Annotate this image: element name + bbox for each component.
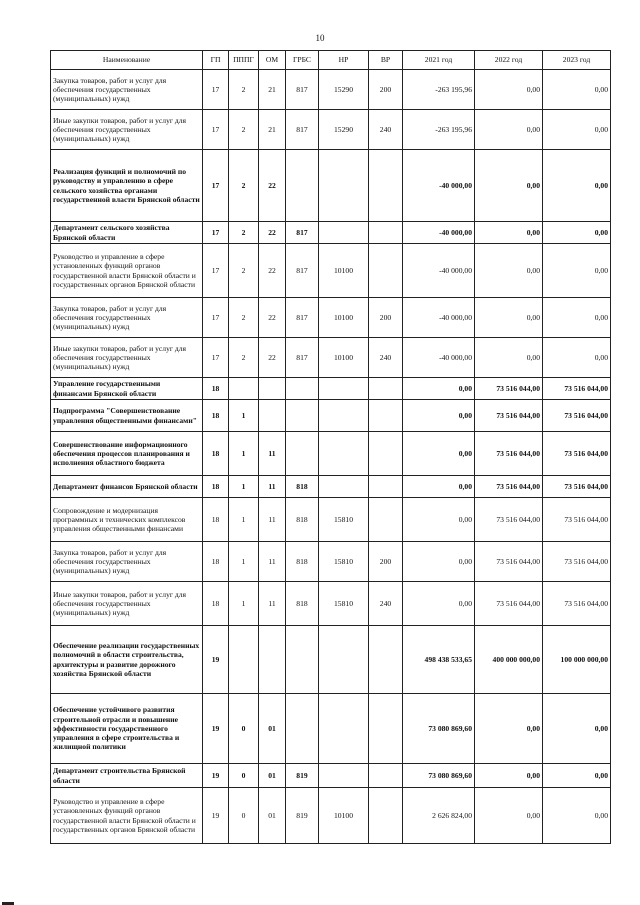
table-row (51, 788, 611, 844)
cell-grbs (286, 626, 319, 694)
cell-name: Подпрограмма "Совершенствование управления общественными финансами" (51, 400, 203, 432)
cell-2021: -40 000,00 (403, 150, 475, 222)
cell-grbs: 817 (286, 110, 319, 150)
table-row (51, 498, 611, 542)
cell-2022: 0,00 (475, 150, 543, 222)
table-body (51, 70, 611, 844)
header-pppg: ПППГ (229, 51, 259, 70)
cell-om: 21 (259, 70, 286, 110)
cell-gp: 18 (203, 400, 229, 432)
cell-pppg: 2 (229, 222, 259, 244)
cell-name: Департамент строительства Брянской области (51, 764, 203, 788)
cell-name: Обеспечение устойчивого развития строительной отрасли и повышение эффективности государственного управления в сфере строительства и жилищной политики (51, 694, 203, 764)
header-grbs: ГРБС (286, 51, 319, 70)
cell-grbs: 817 (286, 298, 319, 338)
cell-2021: 498 438 533,65 (403, 626, 475, 694)
cell-2022: 0,00 (475, 764, 543, 788)
cell-grbs: 817 (286, 244, 319, 298)
cell-2021: 0,00 (403, 400, 475, 432)
cell-nr: 10100 (319, 338, 369, 378)
table-row (51, 694, 611, 764)
cell-om (259, 400, 286, 432)
header-gp: ГП (203, 51, 229, 70)
cell-gp: 19 (203, 788, 229, 844)
cell-2022: 73 516 044,00 (475, 378, 543, 400)
cell-om: 11 (259, 582, 286, 626)
table-row (51, 400, 611, 432)
cell-nr: 15810 (319, 582, 369, 626)
cell-name: Закупка товаров, работ и услуг для обеспечения государственных (муниципальных) нужд (51, 70, 203, 110)
cell-om: 01 (259, 788, 286, 844)
cell-vr (369, 244, 403, 298)
cell-nr: 15810 (319, 542, 369, 582)
cell-2022: 400 000 000,00 (475, 626, 543, 694)
cell-pppg: 2 (229, 244, 259, 298)
header-2022: 2022 год (475, 51, 543, 70)
cell-gp: 18 (203, 476, 229, 498)
cell-pppg: 2 (229, 110, 259, 150)
cell-name: Руководство и управление в сфере установленных функций органов государственной власти Брянской области и государственных органов Брянской области (51, 244, 203, 298)
cell-2021: 0,00 (403, 498, 475, 542)
cell-2023: 73 516 044,00 (543, 542, 611, 582)
cell-2022: 0,00 (475, 338, 543, 378)
cell-vr: 200 (369, 298, 403, 338)
cell-om: 22 (259, 298, 286, 338)
cell-2023: 0,00 (543, 70, 611, 110)
cell-name: Иные закупки товаров, работ и услуг для обеспечения государственных (муниципальных) нужд (51, 582, 203, 626)
cell-vr (369, 150, 403, 222)
cell-om (259, 378, 286, 400)
cell-name: Обеспечение реализации государственных полномочий в области строительства, архитектуры и развитие дорожного хозяйства Брянской области (51, 626, 203, 694)
table-row (51, 70, 611, 110)
table-row (51, 626, 611, 694)
cell-2023: 0,00 (543, 244, 611, 298)
cell-gp: 19 (203, 626, 229, 694)
cell-pppg: 2 (229, 150, 259, 222)
cell-name: Совершенствование информационного обеспечения процессов планирования и исполнения областного бюджета (51, 432, 203, 476)
cell-name: Иные закупки товаров, работ и услуг для обеспечения государственных (муниципальных) нужд (51, 110, 203, 150)
cell-grbs: 819 (286, 764, 319, 788)
cell-vr: 240 (369, 110, 403, 150)
cell-vr: 240 (369, 582, 403, 626)
cell-2022: 73 516 044,00 (475, 400, 543, 432)
cell-vr (369, 476, 403, 498)
cell-om: 21 (259, 110, 286, 150)
cell-vr: 200 (369, 542, 403, 582)
cell-grbs (286, 378, 319, 400)
cell-nr (319, 222, 369, 244)
cell-pppg: 2 (229, 298, 259, 338)
cell-2023: 100 000 000,00 (543, 626, 611, 694)
cell-2023: 0,00 (543, 222, 611, 244)
cell-nr: 10100 (319, 244, 369, 298)
cell-gp: 18 (203, 542, 229, 582)
table-row (51, 150, 611, 222)
cell-om: 22 (259, 222, 286, 244)
cell-pppg (229, 626, 259, 694)
table-row (51, 582, 611, 626)
cell-grbs: 817 (286, 70, 319, 110)
cell-grbs (286, 400, 319, 432)
cell-vr: 240 (369, 338, 403, 378)
cell-name: Сопровождение и модернизация программных и технических комплексов управления общественными финансами (51, 498, 203, 542)
cell-om: 11 (259, 432, 286, 476)
cell-2022: 0,00 (475, 222, 543, 244)
cell-2021: -40 000,00 (403, 222, 475, 244)
cell-vr (369, 432, 403, 476)
cell-name: Руководство и управление в сфере установленных функций органов государственной власти Брянской области и государственных органов Брянской области (51, 788, 203, 844)
cell-om: 22 (259, 338, 286, 378)
cell-grbs (286, 694, 319, 764)
cell-om: 11 (259, 476, 286, 498)
cell-2022: 0,00 (475, 110, 543, 150)
cell-2021: -40 000,00 (403, 298, 475, 338)
cell-gp: 17 (203, 110, 229, 150)
cell-gp: 17 (203, 338, 229, 378)
table-row (51, 476, 611, 498)
cell-om: 11 (259, 498, 286, 542)
cell-om: 01 (259, 764, 286, 788)
cell-2023: 0,00 (543, 150, 611, 222)
cell-om: 22 (259, 244, 286, 298)
table-row (51, 338, 611, 378)
cell-nr (319, 626, 369, 694)
cell-nr (319, 378, 369, 400)
cell-nr: 15290 (319, 70, 369, 110)
cell-2022: 73 516 044,00 (475, 432, 543, 476)
cell-2022: 0,00 (475, 70, 543, 110)
cell-gp: 17 (203, 70, 229, 110)
cell-vr (369, 400, 403, 432)
cell-2022: 0,00 (475, 788, 543, 844)
cell-2021: -263 195,96 (403, 70, 475, 110)
cell-2023: 0,00 (543, 694, 611, 764)
cell-2022: 73 516 044,00 (475, 476, 543, 498)
cell-om (259, 626, 286, 694)
cell-gp: 17 (203, 222, 229, 244)
table-row (51, 542, 611, 582)
cell-2023: 73 516 044,00 (543, 582, 611, 626)
cell-2023: 0,00 (543, 338, 611, 378)
header-name: Наименование (51, 51, 203, 70)
cell-2021: 73 080 869,60 (403, 764, 475, 788)
cell-vr: 200 (369, 70, 403, 110)
cell-gp: 18 (203, 498, 229, 542)
cell-2022: 73 516 044,00 (475, 582, 543, 626)
cell-2021: 0,00 (403, 542, 475, 582)
cell-2023: 0,00 (543, 110, 611, 150)
cell-2021: 0,00 (403, 582, 475, 626)
cell-name: Закупка товаров, работ и услуг для обеспечения государственных (муниципальных) нужд (51, 298, 203, 338)
cell-gp: 17 (203, 298, 229, 338)
cell-vr (369, 378, 403, 400)
header-2023: 2023 год (543, 51, 611, 70)
cell-pppg: 1 (229, 432, 259, 476)
cell-2022: 0,00 (475, 244, 543, 298)
cell-grbs (286, 150, 319, 222)
cell-vr (369, 498, 403, 542)
cell-nr (319, 400, 369, 432)
cell-2021: -263 195,96 (403, 110, 475, 150)
cell-grbs: 819 (286, 788, 319, 844)
cell-gp: 18 (203, 432, 229, 476)
cell-gp: 17 (203, 150, 229, 222)
cell-2023: 73 516 044,00 (543, 400, 611, 432)
table-row (51, 110, 611, 150)
page-number: 10 (315, 33, 325, 43)
cell-vr (369, 694, 403, 764)
cell-name: Иные закупки товаров, работ и услуг для обеспечения государственных (муниципальных) нужд (51, 338, 203, 378)
cell-pppg: 1 (229, 542, 259, 582)
cell-gp: 19 (203, 764, 229, 788)
table-row (51, 298, 611, 338)
cell-grbs (286, 432, 319, 476)
header-om: ОМ (259, 51, 286, 70)
cell-pppg: 0 (229, 788, 259, 844)
cell-nr (319, 694, 369, 764)
cell-name: Департамент финансов Брянской области (51, 476, 203, 498)
cell-pppg: 1 (229, 498, 259, 542)
cell-vr (369, 764, 403, 788)
cell-nr: 10100 (319, 298, 369, 338)
table-row (51, 378, 611, 400)
cell-nr (319, 476, 369, 498)
table-row (51, 244, 611, 298)
header-2021: 2021 год (403, 51, 475, 70)
cell-2021: 0,00 (403, 476, 475, 498)
cell-2021: -40 000,00 (403, 338, 475, 378)
table-header-row (51, 51, 611, 70)
cell-pppg: 1 (229, 582, 259, 626)
budget-table (50, 50, 611, 844)
cell-om: 11 (259, 542, 286, 582)
cell-2022: 0,00 (475, 694, 543, 764)
cell-grbs: 818 (286, 542, 319, 582)
cell-2023: 0,00 (543, 298, 611, 338)
cell-grbs: 818 (286, 476, 319, 498)
cell-pppg (229, 378, 259, 400)
cell-2023: 73 516 044,00 (543, 378, 611, 400)
cell-gp: 17 (203, 244, 229, 298)
cell-pppg: 1 (229, 476, 259, 498)
cell-name: Департамент сельского хозяйства Брянской области (51, 222, 203, 244)
cell-grbs: 817 (286, 222, 319, 244)
header-vr: ВР (369, 51, 403, 70)
cell-nr (319, 150, 369, 222)
cell-vr (369, 222, 403, 244)
cell-nr: 10100 (319, 788, 369, 844)
cell-name: Закупка товаров, работ и услуг для обеспечения государственных (муниципальных) нужд (51, 542, 203, 582)
cell-2022: 73 516 044,00 (475, 542, 543, 582)
header-nr: НР (319, 51, 369, 70)
cell-pppg: 2 (229, 70, 259, 110)
cell-name: Реализация функций и полномочий по руководству и управлению в сфере сельского хозяйства органами государственной власти Брянской области (51, 150, 203, 222)
cell-2023: 0,00 (543, 788, 611, 844)
cell-grbs: 818 (286, 582, 319, 626)
cell-pppg: 0 (229, 694, 259, 764)
cell-pppg: 1 (229, 400, 259, 432)
cell-vr (369, 626, 403, 694)
cell-om: 01 (259, 694, 286, 764)
cell-om: 22 (259, 150, 286, 222)
cell-2023: 73 516 044,00 (543, 476, 611, 498)
cell-grbs: 818 (286, 498, 319, 542)
cell-2021: 2 626 824,00 (403, 788, 475, 844)
cell-2023: 73 516 044,00 (543, 432, 611, 476)
cell-gp: 18 (203, 582, 229, 626)
cell-2023: 0,00 (543, 764, 611, 788)
cell-nr: 15810 (319, 498, 369, 542)
cell-vr (369, 788, 403, 844)
table-row (51, 432, 611, 476)
cell-nr (319, 432, 369, 476)
cell-gp: 18 (203, 378, 229, 400)
table-row (51, 222, 611, 244)
cell-nr: 15290 (319, 110, 369, 150)
cell-gp: 19 (203, 694, 229, 764)
cell-grbs: 817 (286, 338, 319, 378)
cell-2021: 0,00 (403, 378, 475, 400)
table-row (51, 764, 611, 788)
cell-pppg: 2 (229, 338, 259, 378)
cell-nr (319, 764, 369, 788)
cell-2023: 73 516 044,00 (543, 498, 611, 542)
cell-2022: 0,00 (475, 298, 543, 338)
cell-2021: -40 000,00 (403, 244, 475, 298)
cell-2021: 73 080 869,60 (403, 694, 475, 764)
cell-2022: 73 516 044,00 (475, 498, 543, 542)
cell-pppg: 0 (229, 764, 259, 788)
cell-2021: 0,00 (403, 432, 475, 476)
cell-name: Управление государственными финансами Брянской области (51, 378, 203, 400)
